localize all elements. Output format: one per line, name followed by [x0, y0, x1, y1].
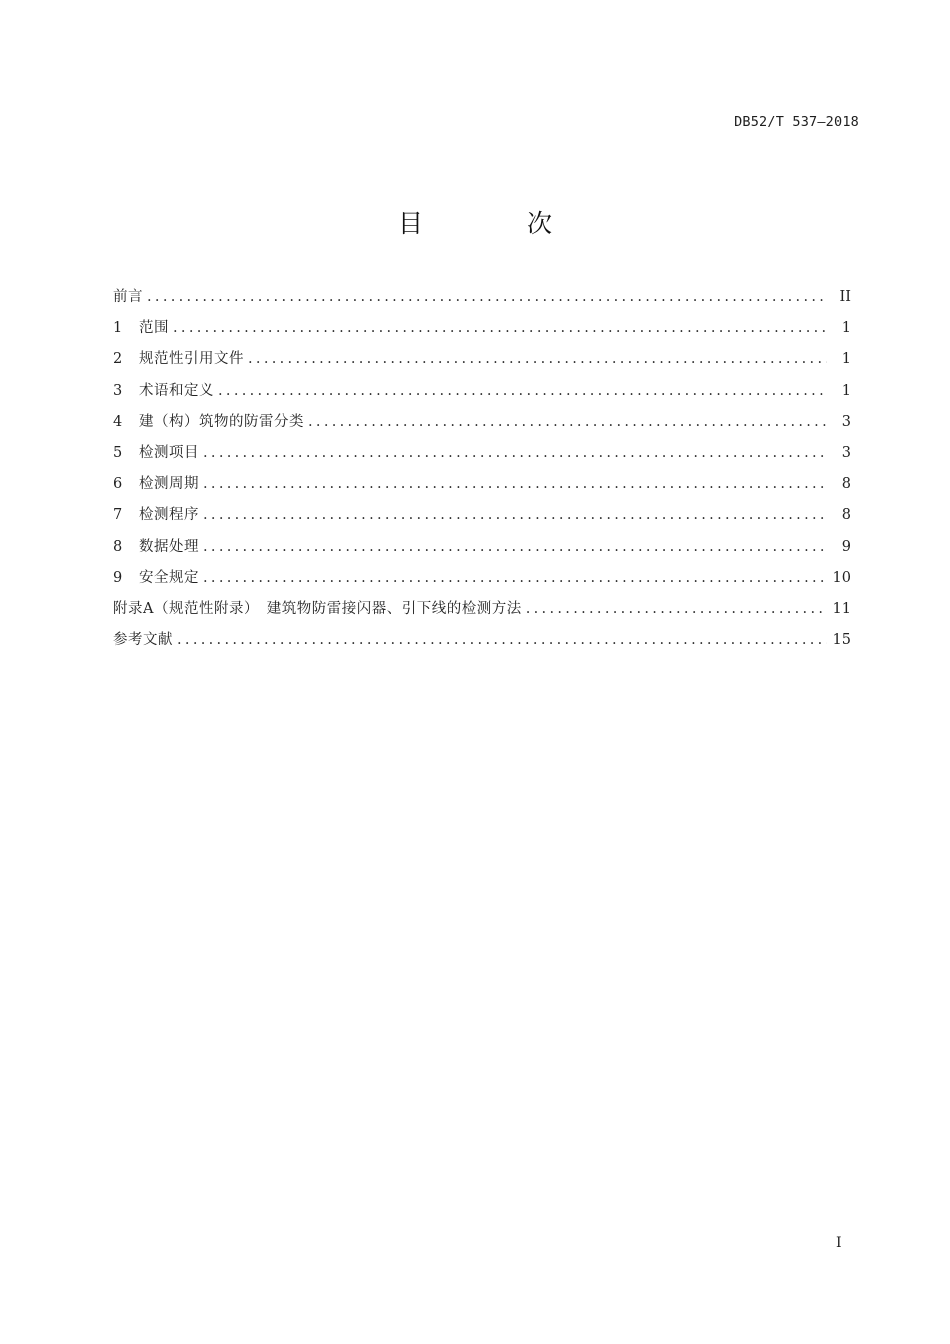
toc-entry-label: 规范性引用文件 — [139, 351, 244, 368]
toc-entry-label: 建（构）筑物的防雷分类 — [139, 413, 304, 430]
toc-leader-dots — [203, 473, 827, 495]
toc-entry-2[interactable] — [113, 348, 851, 379]
toc-entry-label: 检测程序 — [139, 507, 199, 524]
toc-entry-preface[interactable] — [113, 286, 851, 317]
toc-entry-5[interactable] — [113, 442, 851, 473]
toc-entry-number: 8 — [113, 538, 123, 555]
page-title: 目 次 — [398, 209, 600, 238]
toc-entry-page: 15 — [832, 632, 851, 649]
page-number: I — [836, 1235, 842, 1251]
toc-leader-dots — [218, 380, 827, 402]
toc-entry-page: 1 — [841, 382, 851, 399]
toc-entry-references[interactable] — [113, 629, 851, 660]
toc-entry-4[interactable] — [113, 411, 851, 442]
toc-entry-number: 7 — [113, 507, 123, 524]
table-of-contents — [113, 286, 851, 660]
toc-entry-page: 1 — [841, 320, 851, 337]
toc-entry-label: 前言 — [113, 289, 143, 305]
toc-entry-page: 10 — [832, 569, 851, 586]
toc-leader-dots — [203, 504, 827, 526]
toc-entry-3[interactable] — [113, 380, 851, 411]
toc-entry-page: II — [839, 289, 851, 305]
toc-entry-page: 1 — [841, 351, 851, 368]
toc-entry-label: 术语和定义 — [139, 382, 214, 399]
toc-leader-dots — [203, 536, 827, 558]
toc-entry-label: 检测周期 — [139, 476, 199, 493]
toc-leader-dots — [147, 286, 827, 308]
toc-entry-page: 3 — [841, 413, 851, 430]
toc-entry-label: 参考文献 — [113, 632, 173, 649]
toc-entry-8[interactable] — [113, 536, 851, 567]
toc-leader-dots — [526, 598, 827, 620]
toc-entry-page: 8 — [841, 507, 851, 524]
document-code: DB52/T 537—2018 — [734, 114, 859, 130]
toc-entry-number: 6 — [113, 476, 123, 493]
toc-leader-dots — [203, 567, 827, 589]
toc-entry-label: 数据处理 — [139, 538, 199, 555]
toc-leader-dots — [248, 348, 827, 370]
toc-entry-1[interactable] — [113, 317, 851, 348]
toc-entry-number: 2 — [113, 351, 123, 368]
toc-entry-number: 9 — [113, 569, 123, 586]
toc-leader-dots — [203, 442, 827, 464]
toc-entry-page: 3 — [841, 444, 851, 461]
toc-entry-6[interactable] — [113, 473, 851, 504]
toc-entry-appendix-a[interactable] — [113, 598, 851, 629]
toc-entry-number: 4 — [113, 413, 123, 430]
toc-entry-7[interactable] — [113, 504, 851, 535]
toc-entry-number: 5 — [113, 444, 123, 461]
toc-leader-dots — [177, 629, 827, 651]
toc-entry-number: 1 — [113, 320, 123, 337]
toc-entry-page: 11 — [832, 600, 851, 617]
toc-entry-page: 9 — [841, 538, 851, 555]
toc-entry-label: 安全规定 — [139, 569, 199, 586]
toc-entry-label: 范围 — [139, 320, 169, 337]
toc-entry-9[interactable] — [113, 567, 851, 598]
toc-entry-number: 3 — [113, 382, 123, 399]
toc-entry-page: 8 — [841, 476, 851, 493]
toc-entry-label: 检测项目 — [139, 444, 199, 461]
toc-entry-label: 附录A（规范性附录） 建筑物防雷接闪器、引下线的检测方法 — [113, 600, 522, 617]
toc-leader-dots — [173, 317, 827, 339]
toc-leader-dots — [308, 411, 827, 433]
